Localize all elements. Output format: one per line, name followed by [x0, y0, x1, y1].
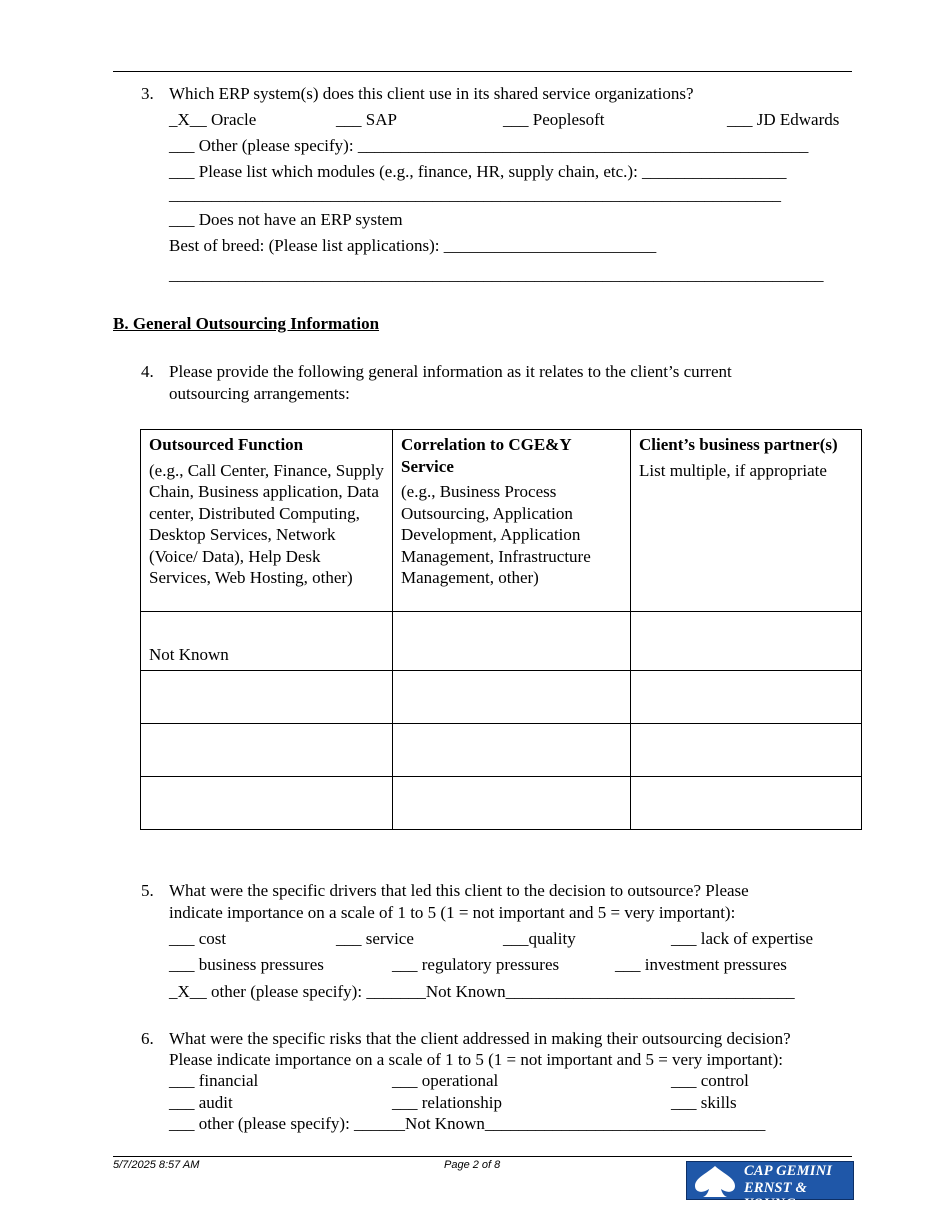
table-cell — [393, 723, 631, 776]
q6-line1: What were the specific risks that the client addressed in making their outsourcing decision? — [169, 1029, 791, 1048]
q6-option-operational: ___ operational — [392, 1071, 499, 1090]
table-header-row — [141, 430, 862, 612]
table-cell — [631, 612, 862, 671]
q3-other: ___ Other (please specify): _____________________________________________________ — [169, 136, 809, 155]
table-cell — [631, 723, 862, 776]
table-cell — [631, 670, 862, 723]
table-row — [141, 670, 862, 723]
q3-best-of-breed: Best of breed: (Please list applications): _________________________ — [169, 236, 657, 255]
q6-number: 6. — [141, 1029, 154, 1048]
table-cell — [393, 776, 631, 829]
table-row — [141, 776, 862, 829]
table-cell — [141, 670, 393, 723]
q4-line1: Please provide the following general information as it relates to the client’s current — [169, 362, 732, 381]
table-cell — [141, 723, 393, 776]
header-title: Outsourced Function — [149, 435, 304, 454]
q5-option-regulatory-pressures: ___ regulatory pressures — [392, 955, 560, 974]
q5-option-business-pressures: ___ business pressures — [169, 955, 324, 974]
logo-line1: CAP GEMINI — [744, 1163, 833, 1179]
q6-option-skills: ___ skills — [671, 1093, 737, 1112]
table-cell — [141, 612, 393, 671]
header-title: Client’s business partner(s) — [639, 435, 838, 454]
q6-line2: Please indicate importance on a scale of 1 to 5 (1 = not important and 5 = very important): — [169, 1050, 784, 1069]
header-desc: (e.g., Call Center, Finance, Supply Chain, Business application, Data center, Distributed Computing, Desktop Services, Network (Voice/ Data), Help Desk Services, Web Hosting, other) — [149, 460, 384, 587]
q6-option-relationship: ___ relationship — [392, 1093, 503, 1112]
q3-no-erp: ___ Does not have an ERP system — [169, 210, 403, 229]
q5-option-cost: ___ cost — [169, 929, 227, 948]
q3-best-line: _____________________________________________________________________________ — [169, 265, 824, 284]
section-b-title: B. General Outsourcing Information — [113, 314, 380, 333]
q4-line2: outsourcing arrangements: — [169, 384, 350, 403]
header-rule — [113, 71, 852, 72]
q3-number: 3. — [141, 84, 154, 103]
footer-date: 5/7/2025 8:57 AM — [113, 1159, 200, 1171]
cap-gemini-logo — [686, 1161, 854, 1212]
q6-option-audit: ___ audit — [169, 1093, 233, 1112]
q5-other: _X__ other (please specify): _______Not Known__________________________________ — [169, 982, 795, 1001]
table-cell — [631, 776, 862, 829]
header-desc: List multiple, if appropriate — [639, 460, 827, 480]
table-row — [141, 723, 862, 776]
q5-line2: indicate importance on a scale of 1 to 5 (1 = not important and 5 = very important): — [169, 903, 736, 922]
cell-text: Not Known — [149, 645, 229, 664]
q6-option-control: ___ control — [671, 1071, 749, 1090]
footer-page-number: Page 2 of 8 — [444, 1159, 501, 1171]
footer-rule — [113, 1156, 852, 1157]
q5-option-service: ___ service — [336, 929, 414, 948]
q3-modules: ___ Please list which modules (e.g., finance, HR, supply chain, etc.): _________________ — [169, 162, 787, 181]
table-row — [141, 612, 862, 671]
table-cell — [393, 612, 631, 671]
q3-option-jdedwards: ___ JD Edwards — [727, 110, 840, 129]
q5-option-quality: ___quality — [503, 929, 576, 948]
q3-option-oracle: _X__ Oracle — [169, 110, 257, 129]
header-desc: (e.g., Business Process Outsourcing, Application Development, Application Management, Infrastructure Management, other) — [401, 482, 591, 587]
q3-question: Which ERP system(s) does this client use in its shared service organizations? — [169, 84, 694, 103]
q5-option-lack-of-expertise: ___ lack of expertise — [671, 929, 814, 948]
q6-option-financial: ___ financial — [169, 1071, 259, 1090]
table-cell — [393, 670, 631, 723]
header-outsourced-function — [141, 430, 393, 612]
q3-option-peoplesoft: ___ Peoplesoft — [503, 110, 605, 129]
q3-modules-line: ________________________________________________________________________ — [169, 185, 781, 204]
header-title: Correlation to CGE&Y Service — [401, 435, 571, 476]
spade-icon — [687, 1162, 743, 1199]
q5-line1: What were the specific drivers that led this client to the decision to outsource? Please — [169, 881, 749, 900]
q5-option-investment-pressures: ___ investment pressures — [615, 955, 787, 974]
outsourcing-table — [140, 429, 862, 830]
q6-other: ___ other (please specify): ______Not Known_________________________________ — [169, 1114, 766, 1133]
logo-line2: ERNST & YOUNG — [744, 1179, 808, 1212]
table-cell — [141, 776, 393, 829]
header-correlation — [393, 430, 631, 612]
q3-option-sap: ___ SAP — [336, 110, 397, 129]
header-business-partners — [631, 430, 862, 612]
q4-number: 4. — [141, 362, 154, 381]
q5-number: 5. — [141, 881, 154, 900]
